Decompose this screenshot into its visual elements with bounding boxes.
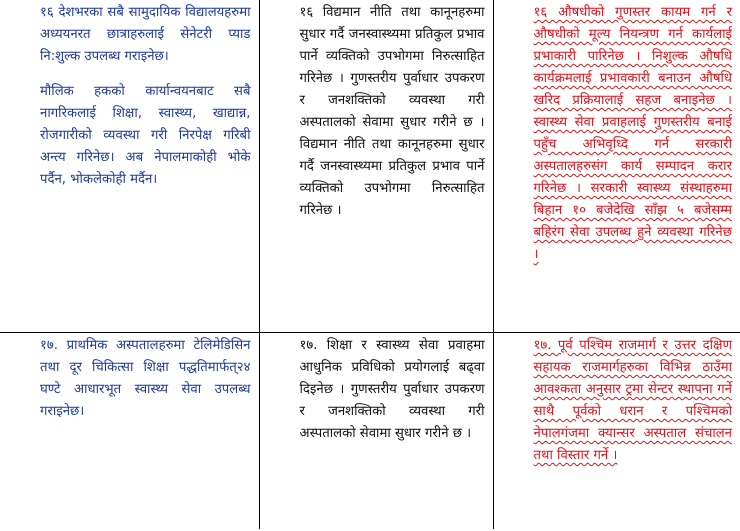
table-cell-col1-row1[interactable] [0, 0, 259, 333]
table-cell-col3-row1[interactable] [493, 0, 740, 333]
table-row [0, 333, 740, 530]
paragraph: १७. पूर्व पश्चिम राजमार्ग र उत्तर दक्षिण सहायक राजमार्गहरुका विभिन्न ठाउँमा आवश्कता अनुसार ट्रमा सेन्टर स्थापना गर्ने साथै पूर्वको धरान र पश्चिमको नेपालगंजमा क्यान्सर अस्पताल संचालन तथा विस्तार गर्ने । [533, 338, 732, 463]
table-cell-col3-row2[interactable] [493, 333, 740, 530]
paragraph: १६ औषधीको गुणस्तर कायम गर्न र औषधीको मूल्य नियन्त्रण गर्न कार्यलाई प्रभाकारी पारिनेछ । निशुल्क औषधि कार्यक्रमलाई प्रभावकारी बनाउन औषधि खरिद प्रक्रियालाई सहज बनाइनेछ । स्वास्थ्य सेवा प्रवाहलाई गुणस्तरीय बनाई पहुँच अभिवृध्दि गर्न सरकारी अस्पतालहरुसंग कार्य सम्पादन करार गरिनेछ । सरकारी स्वास्थ्य संस्थाहरुमा बिहान १० बजेदेखि साँझ ५ बजेसम्म बहिरंग सेवा उपलब्ध हुने व्यवस्था गरिनेछ । [533, 5, 732, 262]
paragraph: १६ विद्यमान नीति तथा कानूनहरुमा सुधार गर्दै जनस्वास्थ्यमा प्रतिकुल प्रभाव पार्ने व्यक्तिको उपभोगमा निरुत्साहित गरिनेछ । गुणस्तरीय पुर्वाधार उपकरण र जनशक्तिको व्यवस्था गरी अस्पतालको सेवामा सुधार गरीने छ ।विद्यमान नीति तथा कानूनहरुमा सुधार गर्दै जनस्वास्थ्यमा प्रतिकुल प्रभाव पार्ने व्यक्तिको उपभोगमा निरुत्साहित गरिनेछ । [299, 5, 485, 218]
table-cell-col1-row2[interactable] [0, 333, 259, 530]
paragraph: १७. प्राथमिक अस्पतालहरुमा टेलिमेडिसिन तथा दूर चिकित्सा शिक्षा पद्धतिमार्फत्२४ घण्टे आधारभूत स्वास्थ्य सेवा उपलब्ध गराइनेछ। [40, 338, 251, 419]
paragraph: मौलिक हकको कार्यान्वयनबाट सबै नागरिकलाई शिक्षा, स्वास्थ्य, खाद्यान्न, रोजगारीको व्यवस्था गरी निरपेक्ष गरिबी अन्त्य गरिनेछ। अब नेपालमाकोही भोके पर्दैन, भोकलेकोही मर्दैन। [40, 84, 251, 187]
paragraph: १७. शिक्षा र स्वास्थ्य सेवा प्रवाहमा आधुनिक प्रविधिको प्रयोगलाई बढ्वा दिइनेछ । गुणस्तरीय पुर्वाधार उपकरण र जनशक्तिको व्यवस्था गरी अस्पतालको सेवामा सुधार गरीने छ । [299, 338, 485, 441]
table-cell-col2-row1[interactable] [259, 0, 493, 333]
paragraph: १६ देशभरका सबै सामुदायिक विद्यालयहरुमा अध्ययनरत छात्राहरुलाई सेनेटरी प्याड नि:शुल्क उपलब्ध गराइनेछ। [40, 5, 251, 64]
table-cell-col2-row2[interactable] [259, 333, 493, 530]
